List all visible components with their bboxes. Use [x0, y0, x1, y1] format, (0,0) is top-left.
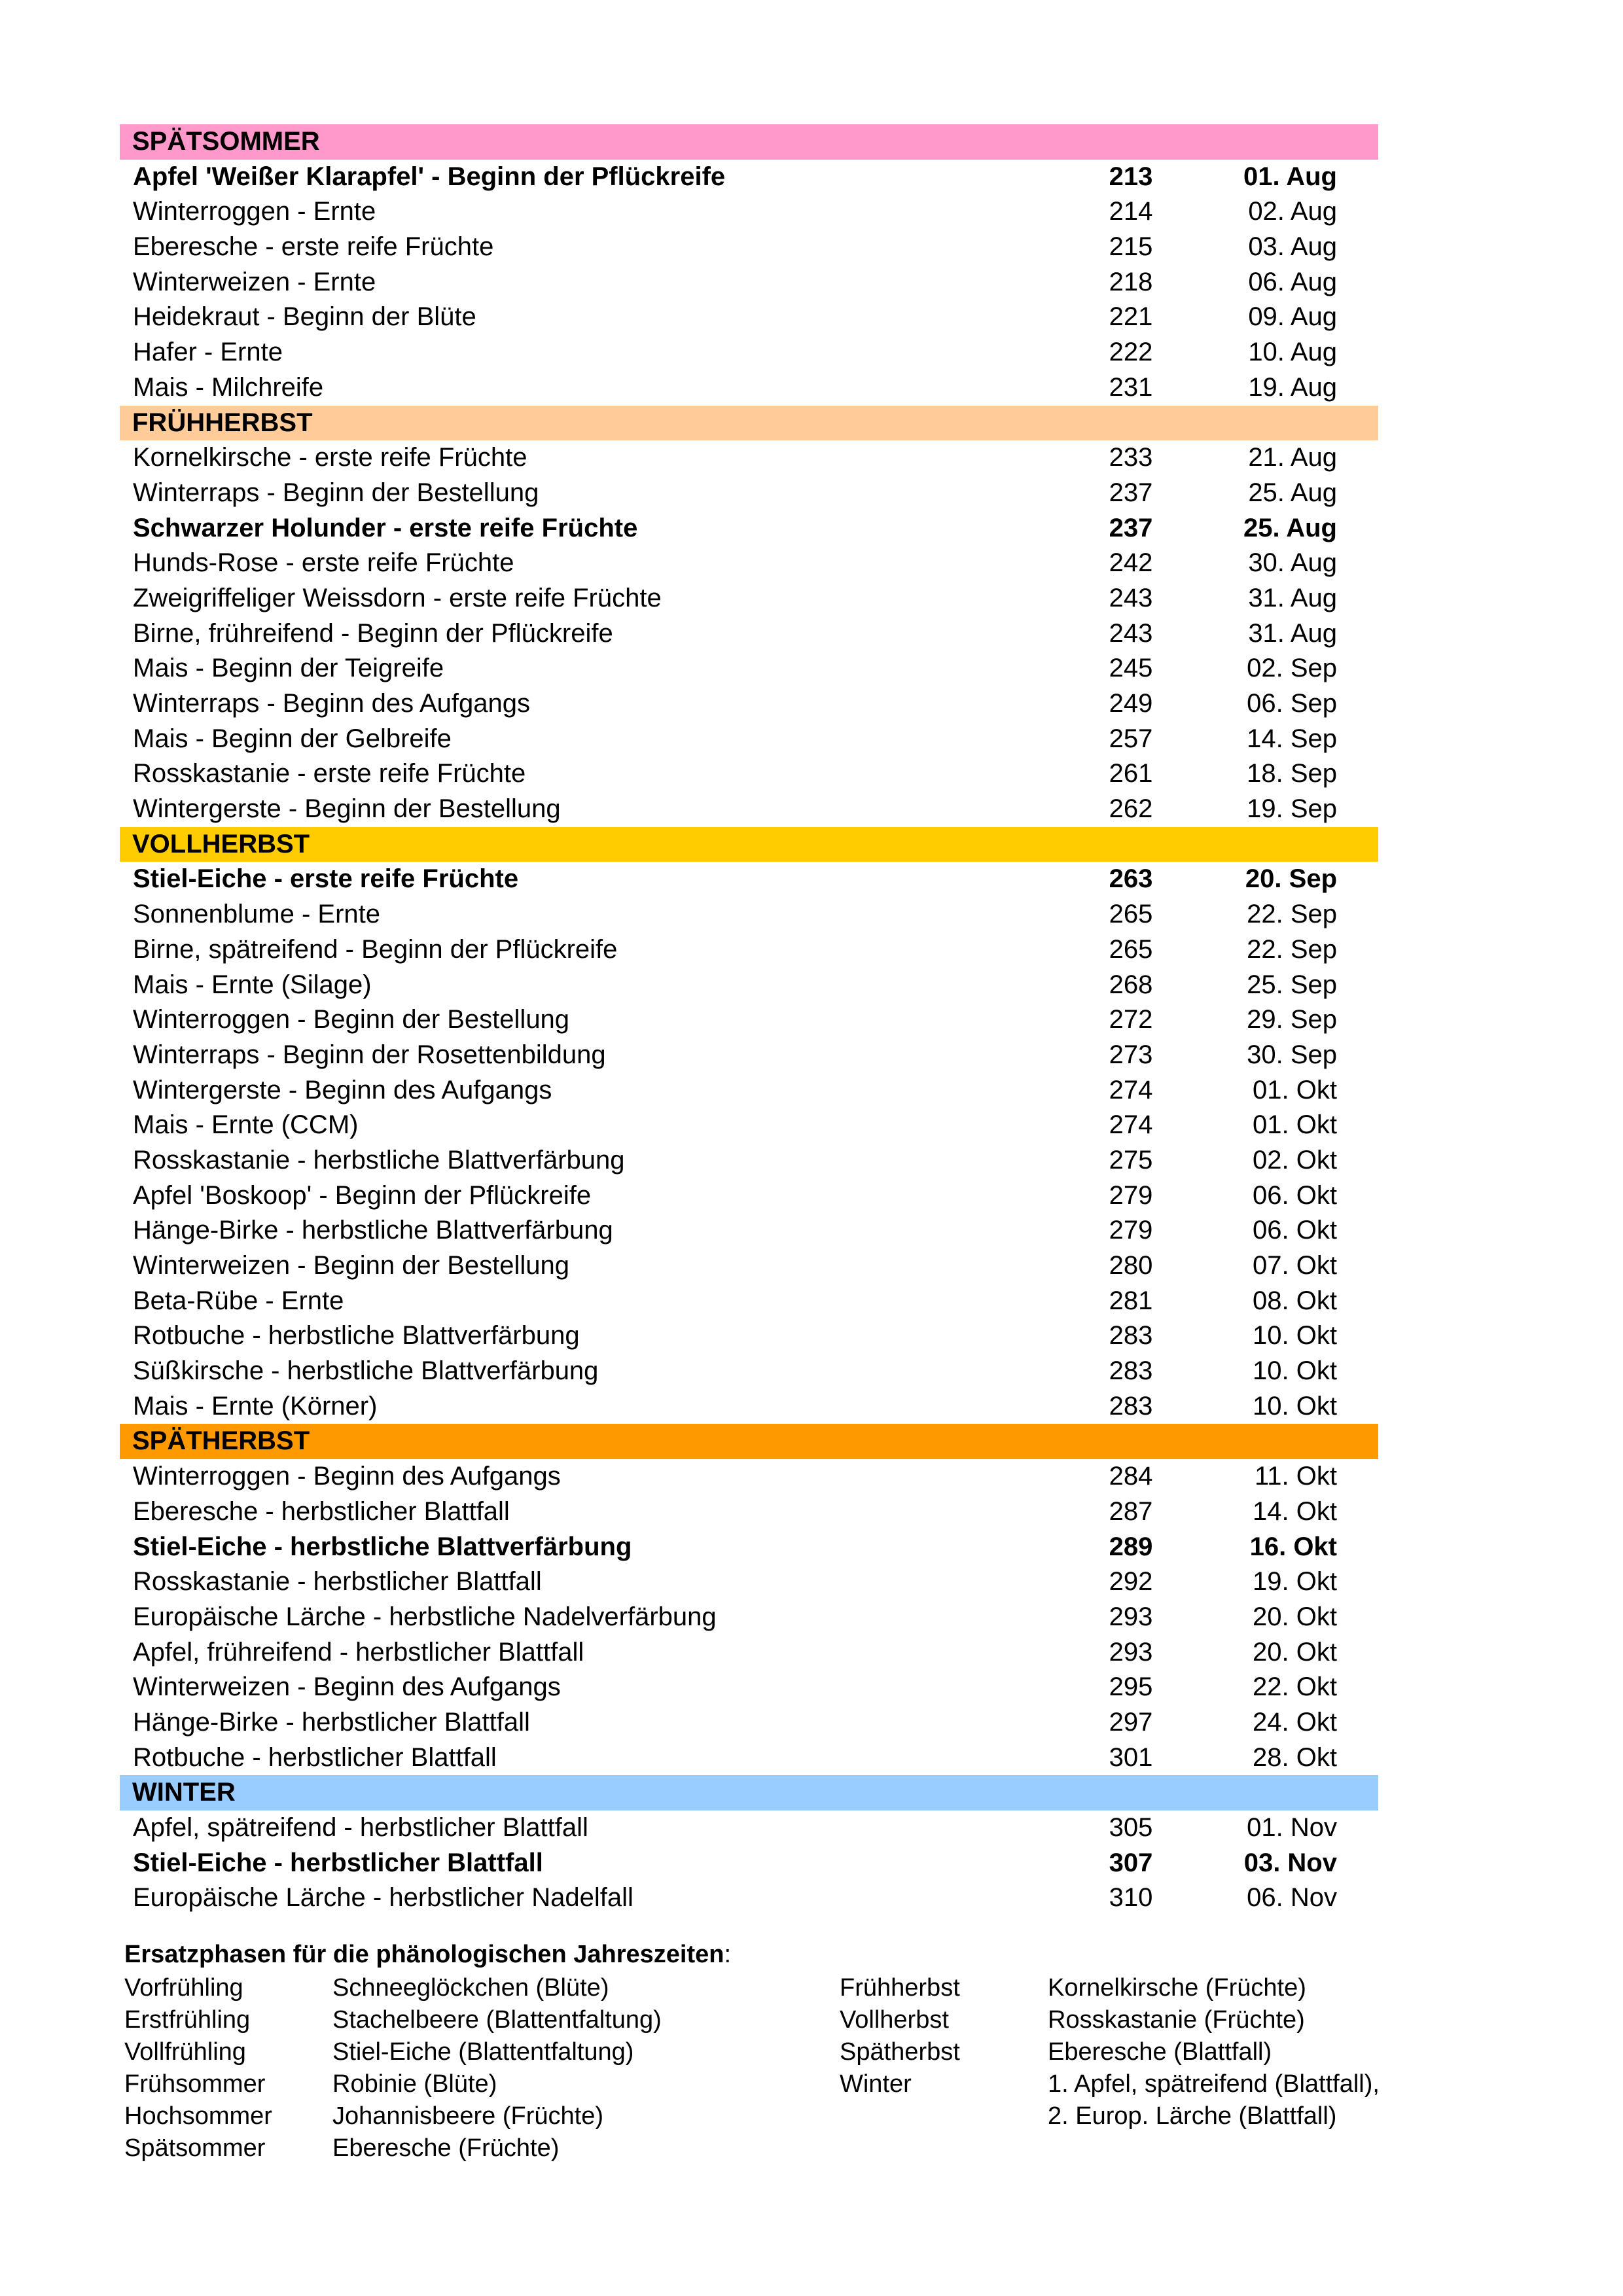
- table-row: [120, 1670, 1378, 1705]
- phase-date: 10. Okt: [1253, 1356, 1337, 1386]
- day-of-year: 293: [1109, 1637, 1153, 1667]
- phase-name: Heidekraut - Beginn der Blüte: [133, 302, 476, 332]
- day-of-year: 275: [1109, 1145, 1153, 1174]
- phase-name: Rotbuche - herbstlicher Blattfall: [133, 1742, 497, 1772]
- day-of-year: 242: [1109, 548, 1153, 578]
- table-row: [120, 300, 1378, 335]
- table-row: [120, 651, 1378, 686]
- phase-name: Eberesche - herbstlicher Blattfall: [133, 1496, 510, 1526]
- phase-name: Apfel 'Boskoop' - Beginn der Pflückreife: [133, 1180, 592, 1210]
- phase-date: 10. Aug: [1248, 338, 1337, 367]
- phase-name: Stiel-Eiche - herbstliche Blattverfärbung: [133, 1532, 632, 1561]
- phase-name: Schwarzer Holunder - erste reife Früchte: [133, 513, 638, 542]
- legend-season: Spätsommer: [124, 2134, 266, 2162]
- phase-date: 06. Sep: [1247, 689, 1337, 718]
- phase-date: 30. Aug: [1248, 548, 1337, 578]
- day-of-year: 293: [1109, 1602, 1153, 1631]
- phase-date: 06. Okt: [1253, 1180, 1337, 1210]
- table-row: [120, 1354, 1378, 1389]
- phase-date: 25. Aug: [1248, 478, 1337, 507]
- table-row: [120, 581, 1378, 616]
- phase-name: Wintergerste - Beginn der Bestellung: [133, 794, 561, 824]
- phase-name: Hänge-Birke - herbstlicher Blattfall: [133, 1707, 530, 1737]
- phase-name: Stiel-Eiche - erste reife Früchte: [133, 864, 519, 894]
- section-title: WINTER: [132, 1778, 236, 1807]
- table-row: [120, 1038, 1378, 1073]
- phase-date: 03. Aug: [1248, 232, 1337, 262]
- phase-name: Stiel-Eiche - herbstlicher Blattfall: [133, 1848, 543, 1877]
- day-of-year: 257: [1109, 724, 1153, 753]
- table-row: [120, 1073, 1378, 1108]
- table-row: [120, 1108, 1378, 1143]
- day-of-year: 307: [1109, 1848, 1153, 1877]
- phase-name: Europäische Lärche - herbstliche Nadelverfärbung: [133, 1602, 717, 1631]
- day-of-year: 273: [1109, 1040, 1153, 1069]
- section-title: SPÄTSOMMER: [132, 127, 320, 156]
- phase-date: 01. Okt: [1253, 1110, 1337, 1140]
- legend-season-column-1: [124, 1972, 272, 2164]
- phase-date: 31. Aug: [1248, 618, 1337, 648]
- day-of-year: 213: [1109, 162, 1153, 191]
- day-of-year: 265: [1109, 934, 1153, 964]
- table-row: [120, 160, 1378, 195]
- day-of-year: 268: [1109, 970, 1153, 999]
- legend-plant-column-2: [1048, 1972, 1380, 2132]
- phase-name: Hunds-Rose - erste reife Früchte: [133, 548, 514, 578]
- day-of-year: 280: [1109, 1251, 1153, 1280]
- table-row: [120, 1389, 1378, 1424]
- table-row: [120, 1459, 1378, 1494]
- phase-name: Apfel, spätreifend - herbstlicher Blattfall: [133, 1813, 588, 1842]
- phase-date: 06. Aug: [1248, 267, 1337, 296]
- table-row: [120, 756, 1378, 792]
- phase-date: 16. Okt: [1249, 1532, 1337, 1561]
- legend-indicator: Eberesche (Früchte): [332, 2134, 560, 2162]
- phase-date: 08. Okt: [1253, 1286, 1337, 1315]
- day-of-year: 292: [1109, 1567, 1153, 1597]
- phase-name: Winterraps - Beginn der Bestellung: [133, 478, 539, 507]
- day-of-year: 295: [1109, 1672, 1153, 1702]
- table-row: [120, 370, 1378, 406]
- legend-season: Frühherbst: [840, 1974, 960, 2002]
- phase-date: 20. Okt: [1253, 1602, 1337, 1631]
- phase-name: Winterweizen - Beginn des Aufgangs: [133, 1672, 561, 1702]
- phase-date: 14. Okt: [1253, 1496, 1337, 1526]
- legend-season: Vollherbst: [840, 2006, 949, 2034]
- phase-date: 20. Okt: [1253, 1637, 1337, 1667]
- table-row: [120, 722, 1378, 757]
- legend-season-column-2: [840, 1972, 960, 2100]
- day-of-year: 283: [1109, 1356, 1153, 1386]
- table-row: [120, 1494, 1378, 1530]
- table-row: [120, 511, 1378, 546]
- phase-date: 29. Sep: [1247, 1005, 1337, 1034]
- table-row: [120, 1635, 1378, 1670]
- phase-name: Mais - Beginn der Teigreife: [133, 654, 444, 683]
- day-of-year: 237: [1109, 513, 1153, 542]
- legend-indicator: Eberesche (Blattfall): [1048, 2038, 1272, 2066]
- legend-title: [124, 1937, 1433, 1972]
- table-row: [120, 1881, 1378, 1916]
- day-of-year: 231: [1109, 372, 1153, 402]
- phase-name: Hafer - Ernte: [133, 338, 283, 367]
- phase-date: 02. Sep: [1247, 654, 1337, 683]
- day-of-year: 279: [1109, 1180, 1153, 1210]
- table-row: [120, 968, 1378, 1003]
- legend-season: Spätherbst: [840, 2038, 960, 2066]
- phase-date: 19. Okt: [1253, 1567, 1337, 1597]
- phase-name: Hänge-Birke - herbstliche Blattverfärbung: [133, 1216, 613, 1245]
- phase-name: Apfel, frühreifend - herbstlicher Blattfall: [133, 1637, 584, 1667]
- day-of-year: 261: [1109, 759, 1153, 788]
- phase-date: 01. Aug: [1243, 162, 1337, 191]
- legend-indicator: Stachelbeere (Blattentfaltung): [332, 2006, 662, 2034]
- phase-date: 25. Sep: [1247, 970, 1337, 999]
- day-of-year: 283: [1109, 1321, 1153, 1351]
- phase-name: Birne, spätreifend - Beginn der Pflückreife: [133, 934, 618, 964]
- phase-date: 19. Aug: [1248, 372, 1337, 402]
- phase-name: Rosskastanie - erste reife Früchte: [133, 759, 526, 788]
- phase-name: Wintergerste - Beginn des Aufgangs: [133, 1075, 552, 1104]
- table-row: [120, 862, 1378, 897]
- table-row: [120, 1248, 1378, 1284]
- legend-indicator: Stiel-Eiche (Blattentfaltung): [332, 2038, 634, 2066]
- day-of-year: 265: [1109, 900, 1153, 929]
- phase-date: 02. Aug: [1248, 197, 1337, 226]
- day-of-year: 301: [1109, 1742, 1153, 1772]
- table-row: [120, 1178, 1378, 1214]
- phase-name: Apfel 'Weißer Klarapfel' - Beginn der Pflückreife: [133, 162, 726, 191]
- phase-date: 22. Sep: [1247, 934, 1337, 964]
- day-of-year: 249: [1109, 689, 1153, 718]
- phase-date: 06. Okt: [1253, 1216, 1337, 1245]
- table-row: [120, 546, 1378, 581]
- phase-name: Sonnenblume - Ernte: [133, 900, 381, 929]
- table-row: [120, 1705, 1378, 1740]
- table-row: [120, 476, 1378, 511]
- legend-indicator: 2. Europ. Lärche (Blattfall): [1048, 2102, 1337, 2130]
- phase-name: Rotbuche - herbstliche Blattverfärbung: [133, 1321, 580, 1351]
- legend-title-suffix: :: [724, 1941, 732, 1968]
- phase-name: Mais - Ernte (CCM): [133, 1110, 359, 1140]
- day-of-year: 274: [1109, 1110, 1153, 1140]
- phase-name: Winterweizen - Ernte: [133, 267, 376, 296]
- day-of-year: 281: [1109, 1286, 1153, 1315]
- table-row: [120, 265, 1378, 300]
- section-header: [120, 124, 1378, 160]
- table-row: [120, 1846, 1378, 1881]
- legend-indicator: Kornelkirsche (Früchte): [1048, 1974, 1306, 2002]
- section-title: SPÄTHERBST: [132, 1426, 310, 1456]
- phase-date: 01. Okt: [1253, 1075, 1337, 1104]
- day-of-year: 272: [1109, 1005, 1153, 1034]
- day-of-year: 243: [1109, 583, 1153, 612]
- legend-indicator: Schneeglöckchen (Blüte): [332, 1974, 609, 2002]
- table-row: [120, 335, 1378, 370]
- day-of-year: 289: [1109, 1532, 1153, 1561]
- legend-season: Vollfrühling: [124, 2038, 246, 2066]
- day-of-year: 222: [1109, 338, 1153, 367]
- phase-name: Winterroggen - Beginn des Aufgangs: [133, 1462, 561, 1491]
- phase-name: Mais - Beginn der Gelbreife: [133, 724, 452, 753]
- section-header: [120, 406, 1378, 441]
- phase-date: 02. Okt: [1253, 1145, 1337, 1174]
- table-row: [120, 1564, 1378, 1600]
- phase-name: Winterroggen - Beginn der Bestellung: [133, 1005, 570, 1034]
- legend-season: Winter: [840, 2070, 912, 2098]
- phase-name: Mais - Ernte (Körner): [133, 1391, 378, 1421]
- day-of-year: 237: [1109, 478, 1153, 507]
- phase-name: Mais - Ernte (Silage): [133, 970, 372, 999]
- phase-date: 10. Okt: [1253, 1321, 1337, 1351]
- phase-date: 22. Sep: [1247, 900, 1337, 929]
- replacement-phases-legend: [124, 1937, 1433, 2162]
- day-of-year: 310: [1109, 1883, 1153, 1913]
- table-row: [120, 1143, 1378, 1178]
- day-of-year: 283: [1109, 1391, 1153, 1421]
- day-of-year: 245: [1109, 654, 1153, 683]
- phase-name: Eberesche - erste reife Früchte: [133, 232, 494, 262]
- day-of-year: 279: [1109, 1216, 1153, 1245]
- table-row: [120, 1810, 1378, 1846]
- phase-date: 20. Sep: [1245, 864, 1337, 894]
- legend-season: Frühsommer: [124, 2070, 266, 2098]
- day-of-year: 215: [1109, 232, 1153, 262]
- phase-name: Europäische Lärche - herbstlicher Nadelfall: [133, 1883, 633, 1913]
- table-row: [120, 616, 1378, 652]
- table-row: [120, 1318, 1378, 1354]
- phase-name: Winterroggen - Ernte: [133, 197, 376, 226]
- table-row: [120, 1600, 1378, 1635]
- day-of-year: 274: [1109, 1075, 1153, 1104]
- table-row: [120, 1530, 1378, 1565]
- phase-name: Kornelkirsche - erste reife Früchte: [133, 443, 527, 472]
- section-title: FRÜHHERBST: [132, 408, 313, 437]
- phase-date: 25. Aug: [1243, 513, 1337, 542]
- phase-date: 21. Aug: [1248, 443, 1337, 472]
- phase-date: 30. Sep: [1247, 1040, 1337, 1069]
- day-of-year: 297: [1109, 1707, 1153, 1737]
- phase-name: Birne, frühreifend - Beginn der Pflückreife: [133, 618, 613, 648]
- legend-indicator: Rosskastanie (Früchte): [1048, 2006, 1305, 2034]
- phase-date: 24. Okt: [1253, 1707, 1337, 1737]
- day-of-year: 305: [1109, 1813, 1153, 1842]
- day-of-year: 233: [1109, 443, 1153, 472]
- legend-indicator: Johannisbeere (Früchte): [332, 2102, 603, 2130]
- section-header: [120, 1424, 1378, 1459]
- table-row: [120, 932, 1378, 968]
- phenology-table: [120, 124, 1378, 1916]
- section-header: [120, 827, 1378, 862]
- table-row: [120, 230, 1378, 265]
- day-of-year: 214: [1109, 197, 1153, 226]
- table-row: [120, 686, 1378, 722]
- phase-date: 14. Sep: [1247, 724, 1337, 753]
- legend-season: Erstfrühling: [124, 2006, 251, 2034]
- table-row: [120, 1213, 1378, 1248]
- day-of-year: 221: [1109, 302, 1153, 332]
- day-of-year: 284: [1109, 1462, 1153, 1491]
- phase-date: 10. Okt: [1253, 1391, 1337, 1421]
- phase-name: Rosskastanie - herbstliche Blattverfärbung: [133, 1145, 625, 1174]
- table-row: [120, 792, 1378, 827]
- table-row: [120, 440, 1378, 476]
- legend-indicator: Robinie (Blüte): [332, 2070, 497, 2098]
- phase-name: Winterraps - Beginn der Rosettenbildung: [133, 1040, 606, 1069]
- phase-date: 09. Aug: [1248, 302, 1337, 332]
- phase-name: Süßkirsche - herbstliche Blattverfärbung: [133, 1356, 599, 1386]
- day-of-year: 262: [1109, 794, 1153, 824]
- phase-date: 18. Sep: [1247, 759, 1337, 788]
- day-of-year: 218: [1109, 267, 1153, 296]
- table-row: [120, 1740, 1378, 1776]
- legend-plant-column-1: [332, 1972, 662, 2164]
- day-of-year: 243: [1109, 618, 1153, 648]
- phase-date: 07. Okt: [1253, 1251, 1337, 1280]
- table-row: [120, 1002, 1378, 1038]
- section-title: VOLLHERBST: [132, 829, 310, 858]
- phase-date: 31. Aug: [1248, 583, 1337, 612]
- day-of-year: 287: [1109, 1496, 1153, 1526]
- legend-season: Hochsommer: [124, 2102, 272, 2130]
- phase-name: Mais - Milchreife: [133, 372, 324, 402]
- phase-date: 01. Nov: [1247, 1813, 1337, 1842]
- legend-title-text: Ersatzphasen für die phänologischen Jahreszeiten: [124, 1941, 724, 1968]
- section-header: [120, 1775, 1378, 1810]
- legend-indicator: 1. Apfel, spätreifend (Blattfall),: [1048, 2070, 1380, 2098]
- legend-season: Vorfrühling: [124, 1974, 243, 2002]
- phase-name: Zweigriffeliger Weissdorn - erste reife Früchte: [133, 583, 662, 612]
- phase-name: Winterraps - Beginn des Aufgangs: [133, 689, 531, 718]
- phase-date: 06. Nov: [1247, 1883, 1337, 1913]
- phase-date: 11. Okt: [1255, 1462, 1337, 1491]
- day-of-year: 263: [1109, 864, 1153, 894]
- phase-date: 19. Sep: [1247, 794, 1337, 824]
- phase-date: 28. Okt: [1253, 1742, 1337, 1772]
- phase-date: 03. Nov: [1243, 1848, 1337, 1877]
- table-row: [120, 897, 1378, 932]
- phase-name: Beta-Rübe - Ernte: [133, 1286, 344, 1315]
- phase-name: Rosskastanie - herbstlicher Blattfall: [133, 1567, 542, 1597]
- phase-date: 22. Okt: [1253, 1672, 1337, 1702]
- phase-name: Winterweizen - Beginn der Bestellung: [133, 1251, 570, 1280]
- table-row: [120, 194, 1378, 230]
- table-row: [120, 1284, 1378, 1319]
